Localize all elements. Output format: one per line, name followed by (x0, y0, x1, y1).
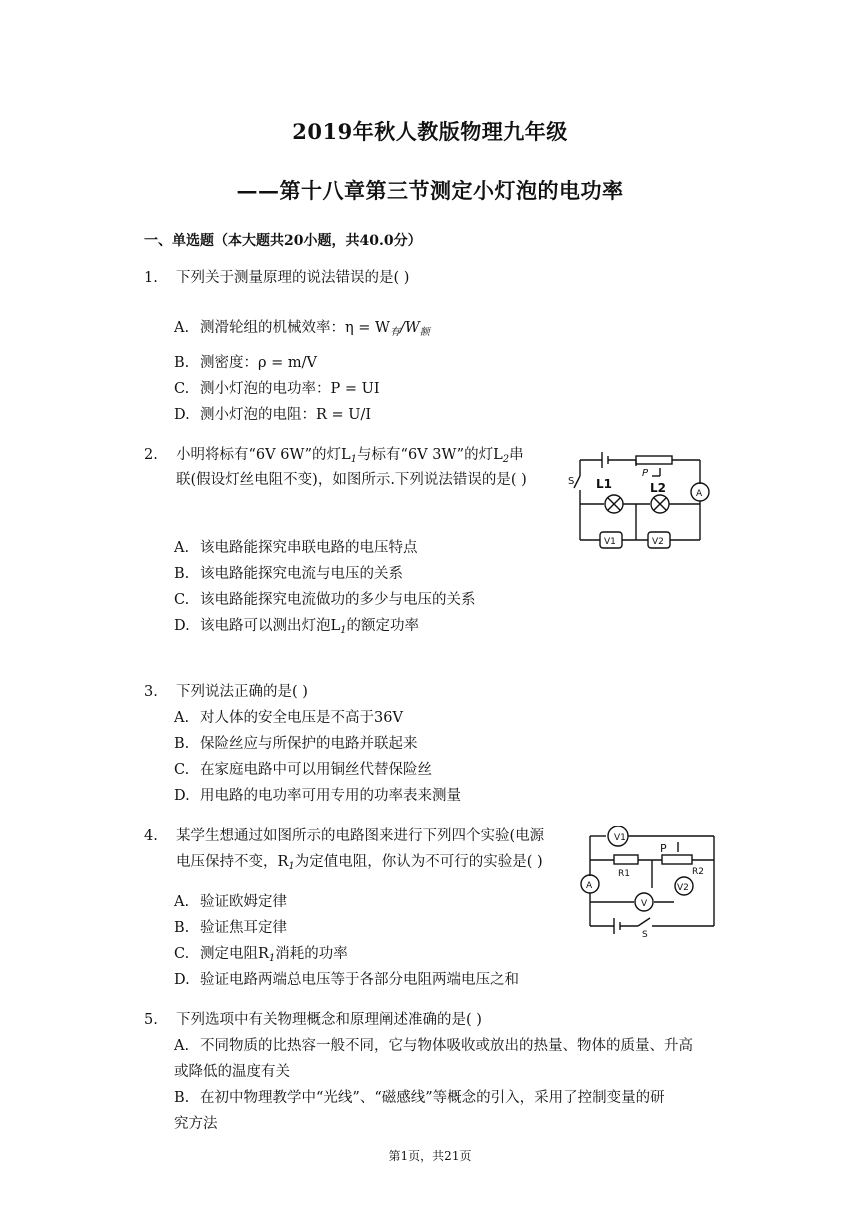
option-text: 该电路可以测出灯泡L (200, 618, 341, 634)
option-label: D. (174, 972, 190, 988)
question-number: 3. (144, 684, 158, 700)
q2-option-c (174, 588, 476, 613)
label-s: S (568, 476, 575, 487)
rheostat (636, 456, 672, 464)
option-label: D. (174, 618, 190, 634)
q1-option-c (174, 377, 380, 402)
option-text-mid: /W (399, 320, 420, 336)
label-l2: L2 (650, 481, 666, 495)
option-label: B. (174, 920, 190, 936)
option-text: 的额定功率 (346, 618, 420, 634)
q2-option-b (174, 562, 403, 587)
question-number: 4. (144, 828, 158, 844)
option-text: 消耗的功率 (275, 946, 348, 962)
subscript: 1 (350, 454, 358, 465)
option-text: 测滑轮组的机械效率：η = W (200, 320, 390, 336)
option-text: 测定电阻R (200, 946, 269, 962)
subscript: 额 (419, 327, 430, 338)
subscript: 2 (502, 454, 510, 465)
section-heading: 一、单选题（本大题共20小题，共40.0分） (144, 233, 422, 249)
label-a: A (696, 489, 703, 499)
option-text: 对人体的安全电压是不高于36V (200, 710, 403, 726)
option-text: 不同物质的比热容一般不同，它与物体吸收或放出的热量、物体的质量、升高 (200, 1038, 693, 1054)
switch-blade (638, 918, 650, 926)
option-label: B. (174, 1090, 190, 1106)
label-a: A (586, 881, 593, 891)
q3-option-a (174, 706, 403, 731)
q5-option-a (174, 1034, 693, 1059)
document-title: 2019年秋人教版物理九年级 (292, 119, 568, 144)
question-stem: 某学生想通过如图所示的电路图来进行下列四个实验(电源 (176, 828, 545, 844)
label-r2: R2 (692, 867, 704, 877)
q1-option-b (174, 351, 317, 376)
subscript: 1 (288, 861, 295, 872)
q5-option-b (174, 1086, 665, 1111)
option-label: B. (174, 736, 190, 752)
option-label: A. (174, 540, 190, 556)
option-label: C. (174, 592, 190, 608)
page-footer: 第1页，共21页 (388, 1149, 472, 1163)
question-4-line2 (176, 850, 543, 879)
option-text: 该电路能探究串联电路的电压特点 (200, 540, 418, 556)
question-number: 1. (144, 270, 158, 286)
q1-option-a (174, 316, 430, 345)
stem-part: 与标有“6V 3W”的灯L (357, 447, 503, 463)
label-s: S (642, 930, 648, 938)
question-number: 5. (144, 1012, 158, 1028)
option-text: 用电路的电功率可用专用的功率表来测量 (200, 788, 461, 804)
question-stem: 下列关于测量原理的说法错误的是( ) (176, 270, 410, 286)
subscript: 1 (340, 625, 347, 636)
option-label: D. (174, 788, 190, 804)
option-text: 测小灯泡的电阻：R = U/I (200, 407, 372, 423)
q5-option-a-line2: 或降低的温度有关 (174, 1064, 290, 1080)
option-text: 在初中物理教学中“光线”、“磁感线”等概念的引入，采用了控制变量的研 (200, 1090, 665, 1106)
q4-option-c (174, 942, 348, 971)
label-p: P (660, 842, 667, 855)
label-v2: V2 (652, 537, 664, 547)
q4-circuit-diagram (574, 826, 720, 938)
label-v1: V1 (614, 833, 626, 843)
q4-option-a (174, 890, 287, 915)
stem-part: 串 (509, 447, 524, 463)
option-label: A. (174, 894, 190, 910)
option-label: B. (174, 355, 190, 371)
document-subtitle: ——第十八章第三节测定小灯泡的电功率 (236, 178, 624, 203)
option-text: 测小灯泡的电功率：P = UI (200, 381, 380, 397)
stem-part: 小明将标有“6V 6W”的灯L (176, 447, 351, 463)
q2-option-a (174, 536, 418, 561)
label-p: P (642, 468, 649, 479)
q3-option-d (174, 784, 461, 809)
option-label: C. (174, 946, 190, 962)
question-stem: 下列说法正确的是( ) (176, 684, 308, 700)
option-text: 在家庭电路中可以用铜丝代替保险丝 (200, 762, 432, 778)
option-text: 测密度：ρ = m/V (200, 355, 317, 371)
rheostat-r2 (662, 855, 692, 864)
q4-option-b (174, 916, 287, 941)
option-text: 保险丝应与所保护的电路并联起来 (200, 736, 418, 752)
option-label: B. (174, 566, 190, 582)
option-text: 验证电路两端总电压等于各部分电阻两端电压之和 (200, 972, 519, 988)
question-stem: 下列选项中有关物理概念和原理阐述准确的是( ) (176, 1012, 482, 1028)
label-v: V (641, 899, 648, 909)
label-v2: V2 (677, 883, 689, 893)
subscript: 1 (268, 953, 276, 964)
label-r1: R1 (618, 869, 630, 879)
option-text: 验证焦耳定律 (200, 920, 287, 936)
label-l1: L1 (596, 477, 612, 491)
subscript: 有 (389, 327, 400, 338)
option-text: 该电路能探究电流做功的多少与电压的关系 (200, 592, 476, 608)
q2-circuit-diagram (566, 446, 718, 556)
option-text: 该电路能探究电流与电压的关系 (200, 566, 403, 582)
stem-part: 电压保持不变，R (176, 854, 289, 870)
question-2-line2: 联(假设灯丝电阻不变)，如图所示.下列说法错误的是( ) (176, 472, 527, 488)
label-v1: V1 (604, 537, 616, 547)
question-number: 2. (144, 447, 158, 463)
q1-option-d (174, 403, 371, 428)
stem-part: 为定值电阻，你认为不可行的实验是( ) (294, 854, 543, 870)
resistor-r1 (614, 855, 638, 864)
q4-option-d (174, 968, 519, 993)
q5-option-b-line2: 究方法 (174, 1116, 218, 1132)
q3-option-c (174, 758, 432, 783)
option-label: A. (174, 710, 190, 726)
q3-option-b (174, 732, 418, 757)
option-label: D. (174, 407, 190, 423)
option-label: A. (174, 320, 190, 336)
switch-blade (574, 476, 580, 488)
option-label: C. (174, 381, 190, 397)
option-text: 验证欧姆定律 (200, 894, 287, 910)
q2-option-d (174, 614, 419, 643)
option-label: C. (174, 762, 190, 778)
option-label: A. (174, 1038, 190, 1054)
